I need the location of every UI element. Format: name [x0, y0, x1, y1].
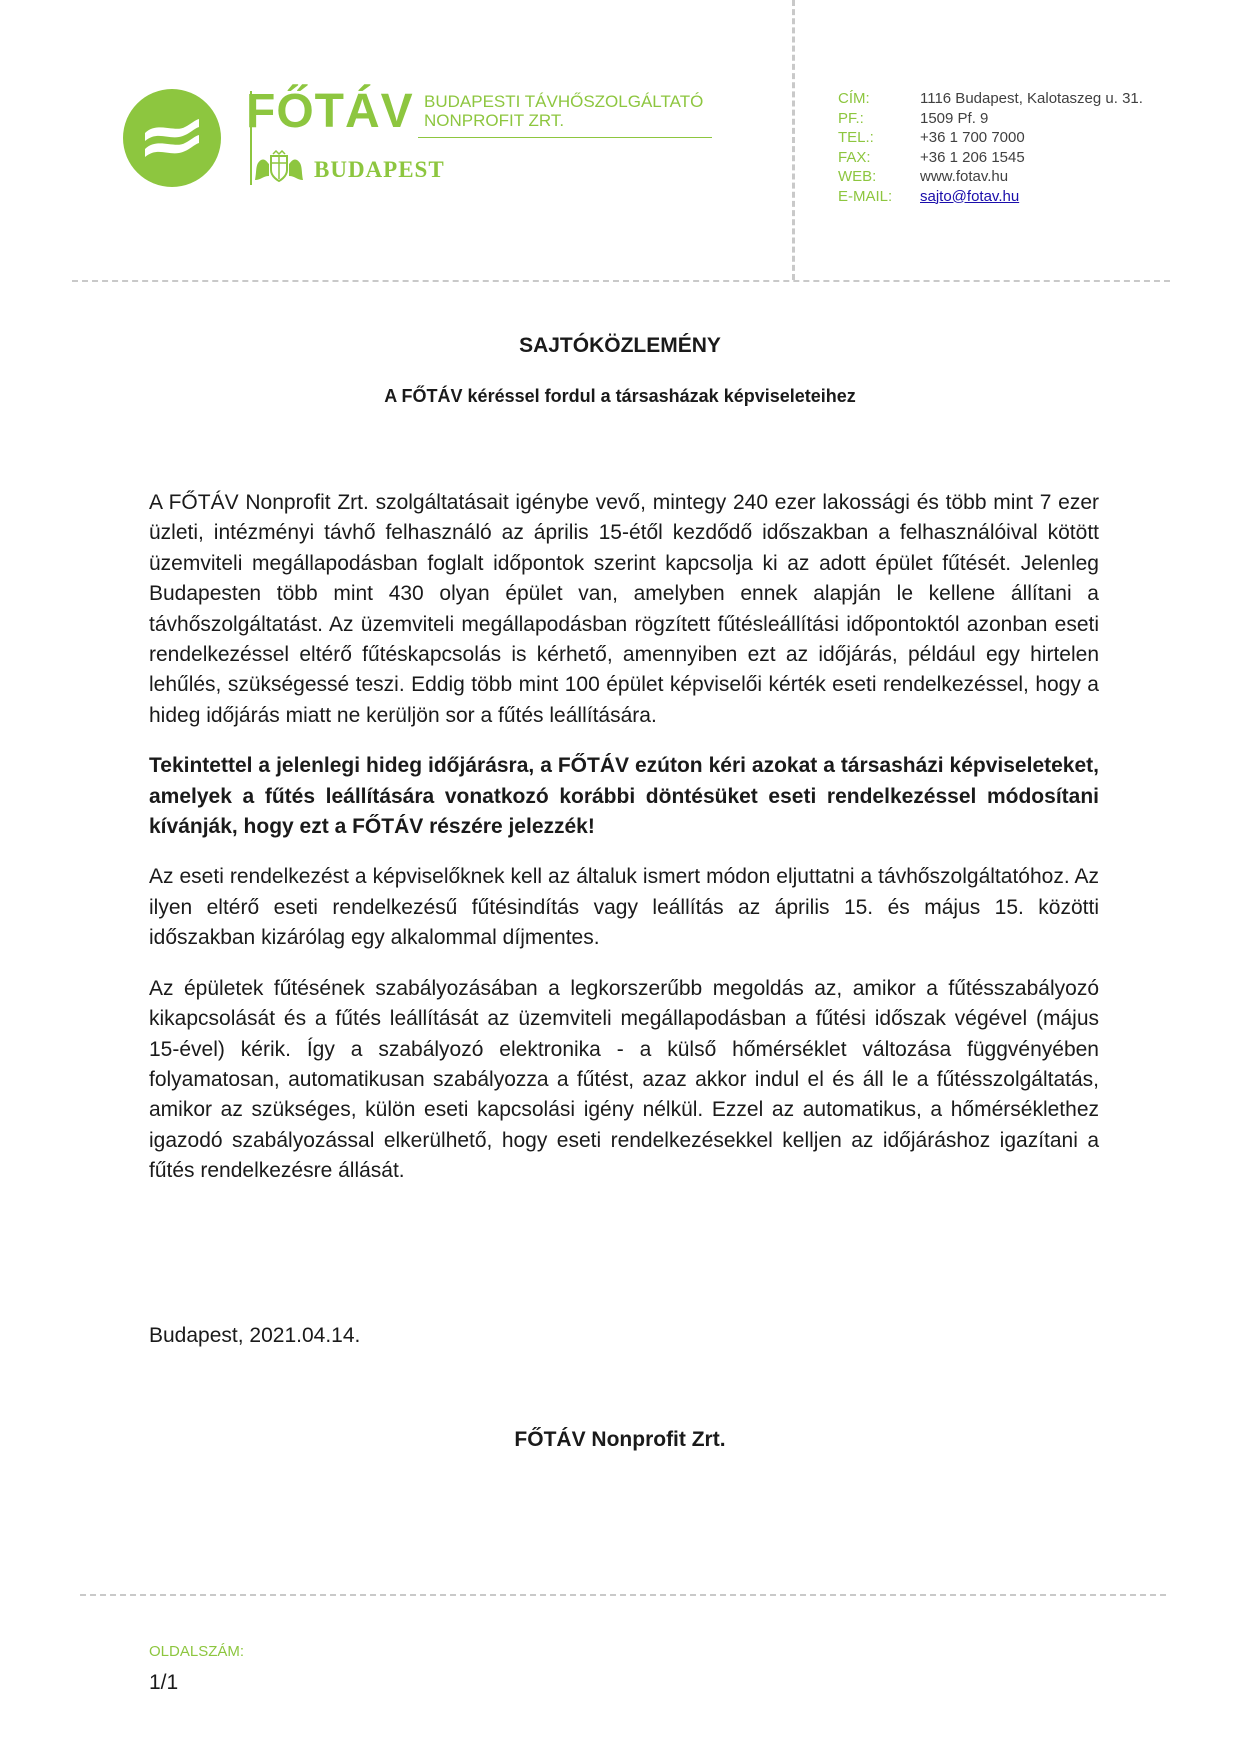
- logo-subtitle-line2: NONPROFIT ZRT.: [424, 111, 565, 130]
- page-number: 1/1: [149, 1671, 179, 1694]
- contact-fax: +36 1 206 1545: [920, 148, 1025, 166]
- header-divider: [72, 280, 1170, 282]
- contact-row: [838, 89, 1143, 109]
- document-date: Budapest, 2021.04.14.: [149, 1324, 361, 1347]
- contact-email-link[interactable]: sajto@fotav.hu: [920, 187, 1020, 205]
- paragraph: Az épületek fűtésének szabályozásában a legkorszerűbb megoldás az, amikor a fűtésszabályozó kikapcsolását és a fűtés leállítását az üzemviteli megállapodásban a fűtési időszak végével (május 15-ével) kérik. Így a szabályozó elektronika - a külső hőmérséklet változása függvényében folyamatosan, automatikusan szabályozza a fűtést, azaz akkor indul el és áll le a fűtésszolgáltatás, amikor az szükséges, külön eseti kapcsolási igény nélkül. Ezzel az automatikus, a hőmérséklethez igazodó szabályozással elkerülhető, hogy eseti rendelkezésekkel kelljen az időjáráshoz igazítani a fűtés rendelkezésre állását.: [149, 976, 1099, 1183]
- contact-phone: +36 1 700 7000: [920, 129, 1025, 146]
- logo-name: FŐTÁV: [246, 85, 414, 138]
- document-subtitle: A FŐTÁV kéréssel fordul a társasházak képviseleteihez: [384, 386, 856, 406]
- contact-address: 1116 Budapest, Kalotaszeg u. 31.: [920, 90, 1143, 107]
- wave-icon: [123, 89, 221, 187]
- document-title: SAJTÓKÖZLEMÉNY: [519, 334, 721, 357]
- contact-row: [838, 109, 1143, 129]
- header-vertical-divider: [792, 0, 795, 280]
- logo-subtitle: [424, 92, 724, 130]
- contact-row: [838, 148, 1143, 168]
- contact-label: PF.:: [838, 109, 864, 127]
- contact-label: WEB:: [838, 168, 877, 185]
- contact-label: E-MAIL:: [838, 187, 893, 205]
- contact-label: TEL.:: [838, 129, 874, 146]
- logo-rule: [418, 137, 712, 138]
- paragraph: Az eseti rendelkezést a képviselőknek kell az általuk ismert módon eljuttatni a távhőszolgáltatóhoz. Az ilyen eltérő eseti rendelkezésű fűtésindítás vagy leállítás az április 15. és május 15. közötti időszakban kizárólag egy alkalommal díjmentes.: [149, 865, 1099, 950]
- contact-row: [838, 128, 1143, 148]
- contact-block: [838, 89, 1143, 206]
- coat-of-arms-icon: [251, 150, 307, 184]
- paragraph-highlight: Tekintettel a jelenlegi hideg időjárásra, a FŐTÁV ezúton kéri azokat a társasházi képviseleteket, amelyek a fűtés leállítására vonatkozó korábbi döntésüket eseti rendelkezéssel módosítani kívánják, hogy ezt a FŐTÁV részére jelezzék!: [149, 754, 1099, 839]
- logo-subtitle-line1: BUDAPESTI TÁVHŐSZOLGÁLTATÓ: [424, 92, 704, 111]
- logo-city: BUDAPEST: [314, 157, 445, 182]
- contact-web: www.fotav.hu: [920, 168, 1009, 185]
- document-signature: FŐTÁV Nonprofit Zrt.: [514, 1428, 726, 1451]
- contact-label: CÍM:: [838, 90, 870, 107]
- contact-row: [838, 167, 1143, 187]
- page-label: OLDALSZÁM:: [149, 1643, 245, 1660]
- contact-row: [838, 187, 1143, 207]
- paragraph: A FŐTÁV Nonprofit Zrt. szolgáltatásait igénybe vevő, mintegy 240 ezer lakossági és több mint 7 ezer üzleti, intézményi távhő felhasználó az április 15-étől kezdődő időszakban a felhasználóival kötött üzemviteli megállapodásban foglalt időpontok szerint kapcsolja ki az adott épület fűtését. Jelenleg Budapesten több mint 430 olyan épület van, amelyben ennek alapján le kellene állítani a távhőszolgáltatást. Az üzemviteli megállapodásban rögzített fűtésleállítási időpontoktól azonban eseti rendelkezéssel eltérő fűtéskapcsolás is kérhető, amennyiben ezt az időjárás, például egy hirtelen lehűlés, szükségessé teszi. Eddig több mint 100 épület képviselői kérték eseti rendelkezéssel, hogy a hideg időjárás miatt ne kerüljön sor a fűtés leállítására.: [149, 491, 1099, 727]
- footer-divider: [80, 1594, 1166, 1596]
- logo-emblem: [123, 89, 221, 187]
- contact-label: FAX:: [838, 148, 871, 166]
- document-body: [149, 488, 1099, 1207]
- contact-po-box: 1509 Pf. 9: [920, 109, 989, 127]
